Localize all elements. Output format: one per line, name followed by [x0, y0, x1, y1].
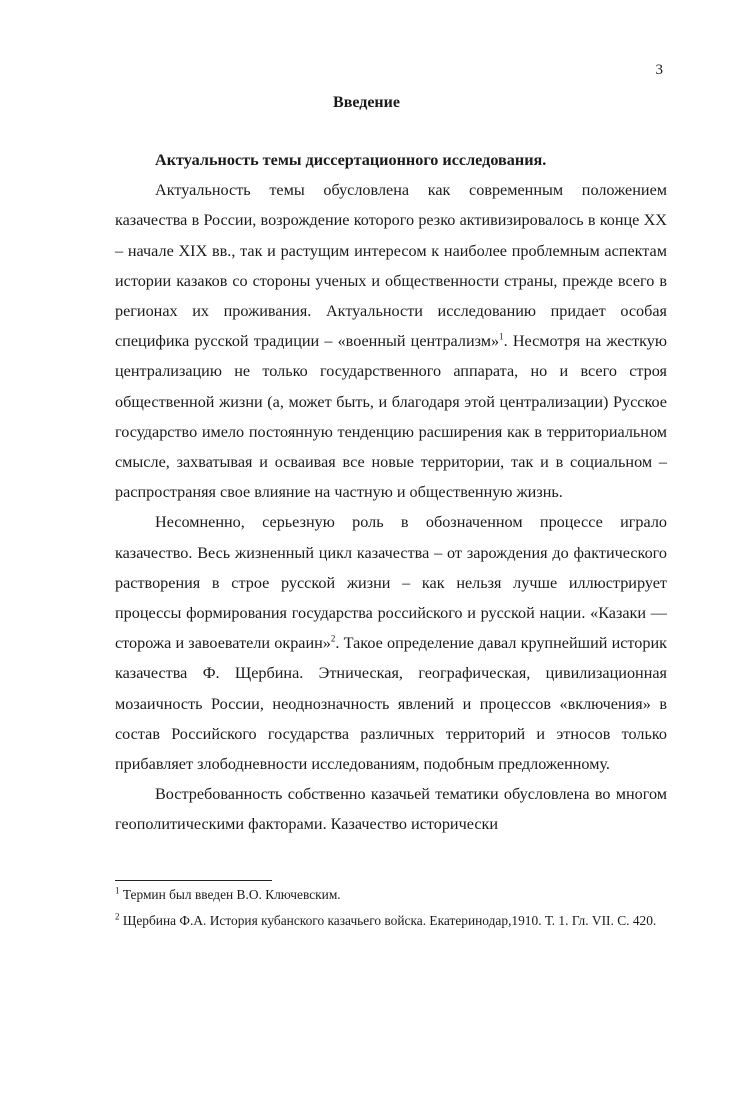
paragraph-3: Востребованность собственно казачьей тематики обусловлена во многом геополитическими факторами. Казачество исторически	[115, 785, 667, 834]
page-number: 3	[655, 62, 663, 78]
paragraph-2	[115, 507, 667, 779]
footnote-separator	[115, 880, 272, 881]
footnote-2	[115, 912, 667, 930]
footnote-1	[115, 886, 667, 904]
footnote-2-text: Щербина Ф.А. История кубанского казачьего войска. Екатеринодар,1910. Т. 1. Гл. VII. С. 420.	[119, 913, 657, 928]
footnotes	[115, 886, 667, 938]
paragraph-2-text-a: Несомненно, серьезную роль в обозначенном процессе играло казачество. Весь жизненный цикл казачества – от зарождения до фактического растворения в строе русской жизни – как нельзя лучше иллюстрирует процессы формирования государства российского и русской нации. «Казаки — сторожа и завоеватели окраин»	[115, 513, 667, 653]
footnote-ref-2: 2	[330, 633, 336, 644]
paragraph-1	[115, 175, 667, 507]
paragraph-1-text-b: . Несмотря на жесткую централизацию не только государственного аппарата, но и всего строя общественной жизни (а, может быть, и благодаря этой централизации) Русское государство имело постоянную тенденцию расширения как в территориальном смысле, захватывая и осваивая все новые территории, так и в социальном – распространяя свое влияние на частную и общественную жизнь.	[115, 332, 667, 502]
footnote-1-text: Термин был введен В.О. Ключевским.	[119, 887, 341, 902]
chapter-title: Введение	[333, 94, 400, 111]
section-heading: Актуальность темы диссертационного исследования.	[155, 151, 547, 169]
paragraph-1-text-a: Актуальность темы обусловлена как современным положением казачества в России, возрождение которого резко активизировалось в конце XX – начале XIX вв., так и растущим интересом к наиболее проблемным аспектам истории казаков со стороны ученых и общественности страны, прежде всего в регионах их проживания. Актуальности исследованию придает особая специфика русской традиции – «военный централизм»	[115, 181, 667, 351]
footnote-2-number: 2	[115, 911, 120, 922]
body-text	[115, 145, 667, 840]
paragraph-2-text-b: . Такое определение давал крупнейший историк казачества Ф. Щербина. Этническая, географическая, цивилизационная мозаичность России, неоднозначность явлений и процессов «включения» в состав Российского государства различных территорий и этносов только прибавляет злободневности исследованиям, подобным предложенному.	[115, 634, 667, 774]
footnote-1-number: 1	[115, 885, 120, 896]
footnote-ref-1: 1	[499, 331, 504, 342]
